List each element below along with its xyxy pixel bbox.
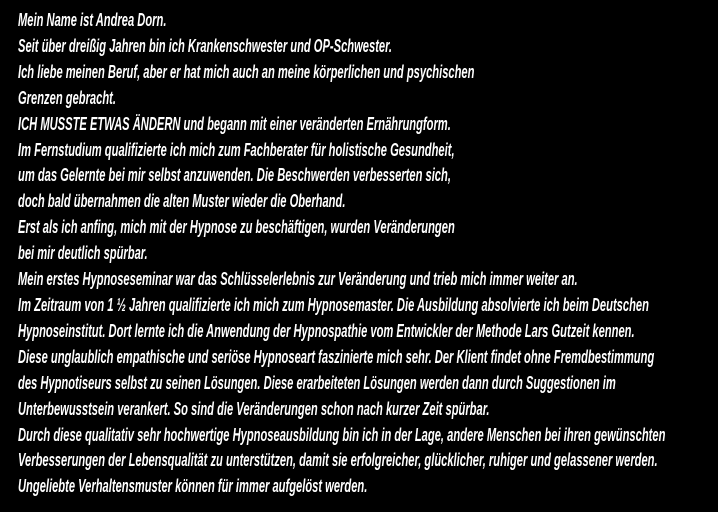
- text-line: Durch diese qualitativ sehr hochwertige Hypnoseausbildung bin ich in der Lage, andere Menschen bei ihren gewünschten: [18, 424, 666, 445]
- text-line: um das Gelernte bei mir selbst anzuwenden. Die Beschwerden verbesserten sich,: [18, 165, 451, 186]
- text-line: Verbesserungen der Lebensqualität zu unterstützen, damit sie erfolgreicher, glücklicher, ruhiger und gelassener werden.: [18, 450, 658, 471]
- text-line: Im Fernstudium qualifizierte ich mich zum Fachberater für holistische Gesundheit,: [18, 139, 455, 160]
- text-line: doch bald übernahmen die alten Muster wieder die Oberhand.: [18, 191, 346, 212]
- text-line: bei mir deutlich spürbar.: [18, 243, 148, 264]
- text-line: Im Zeitraum von 1 ½ Jahren qualifizierte ich mich zum Hypnosemaster. Die Ausbildung absolvierte ich beim Deutschen: [18, 294, 649, 315]
- text-line: Diese unglaublich empathische und seriöse Hypnoseart faszinierte mich sehr. Der Klient findet ohne Fremdbestimmung: [18, 346, 655, 367]
- text-line: Ungeliebte Verhaltensmuster können für immer aufgelöst werden.: [18, 476, 368, 497]
- text-line: Mein Name ist Andrea Dorn.: [18, 10, 167, 30]
- text-line: Unterbewusstsein verankert. So sind die Veränderungen schon nach kurzer Zeit spürbar.: [18, 398, 490, 419]
- text-line: Seit über dreißig Jahren bin ich Krankenschwester und OP-Schwester.: [18, 35, 392, 56]
- text-line: Mein erstes Hypnoseseminar war das Schlüsselerlebnis zur Veränderung und trieb mich immer weiter an.: [18, 269, 578, 290]
- text-line: Erst als ich anfing, mich mit der Hypnose zu beschäftigen, wurden Veränderungen: [18, 217, 455, 238]
- text-line: Grenzen gebracht.: [18, 87, 116, 108]
- text-line: Ich liebe meinen Beruf, aber er hat mich auch an meine körperlichen und psychischen: [18, 61, 475, 82]
- text-line: des Hypnotiseurs selbst zu seinen Lösungen. Diese erarbeiteten Lösungen werden dann durch Suggestionen im: [18, 372, 616, 393]
- text-line: ICH MUSSTE ETWAS ÄNDERN und begann mit einer veränderten Ernährungform.: [18, 113, 451, 134]
- text-block: [18, 8, 718, 500]
- text-line: Hypnoseinstitut. Dort lernte ich die Anwendung der Hypnospathie vom Entwickler der Methode Lars Gutzeit kennen.: [18, 320, 635, 341]
